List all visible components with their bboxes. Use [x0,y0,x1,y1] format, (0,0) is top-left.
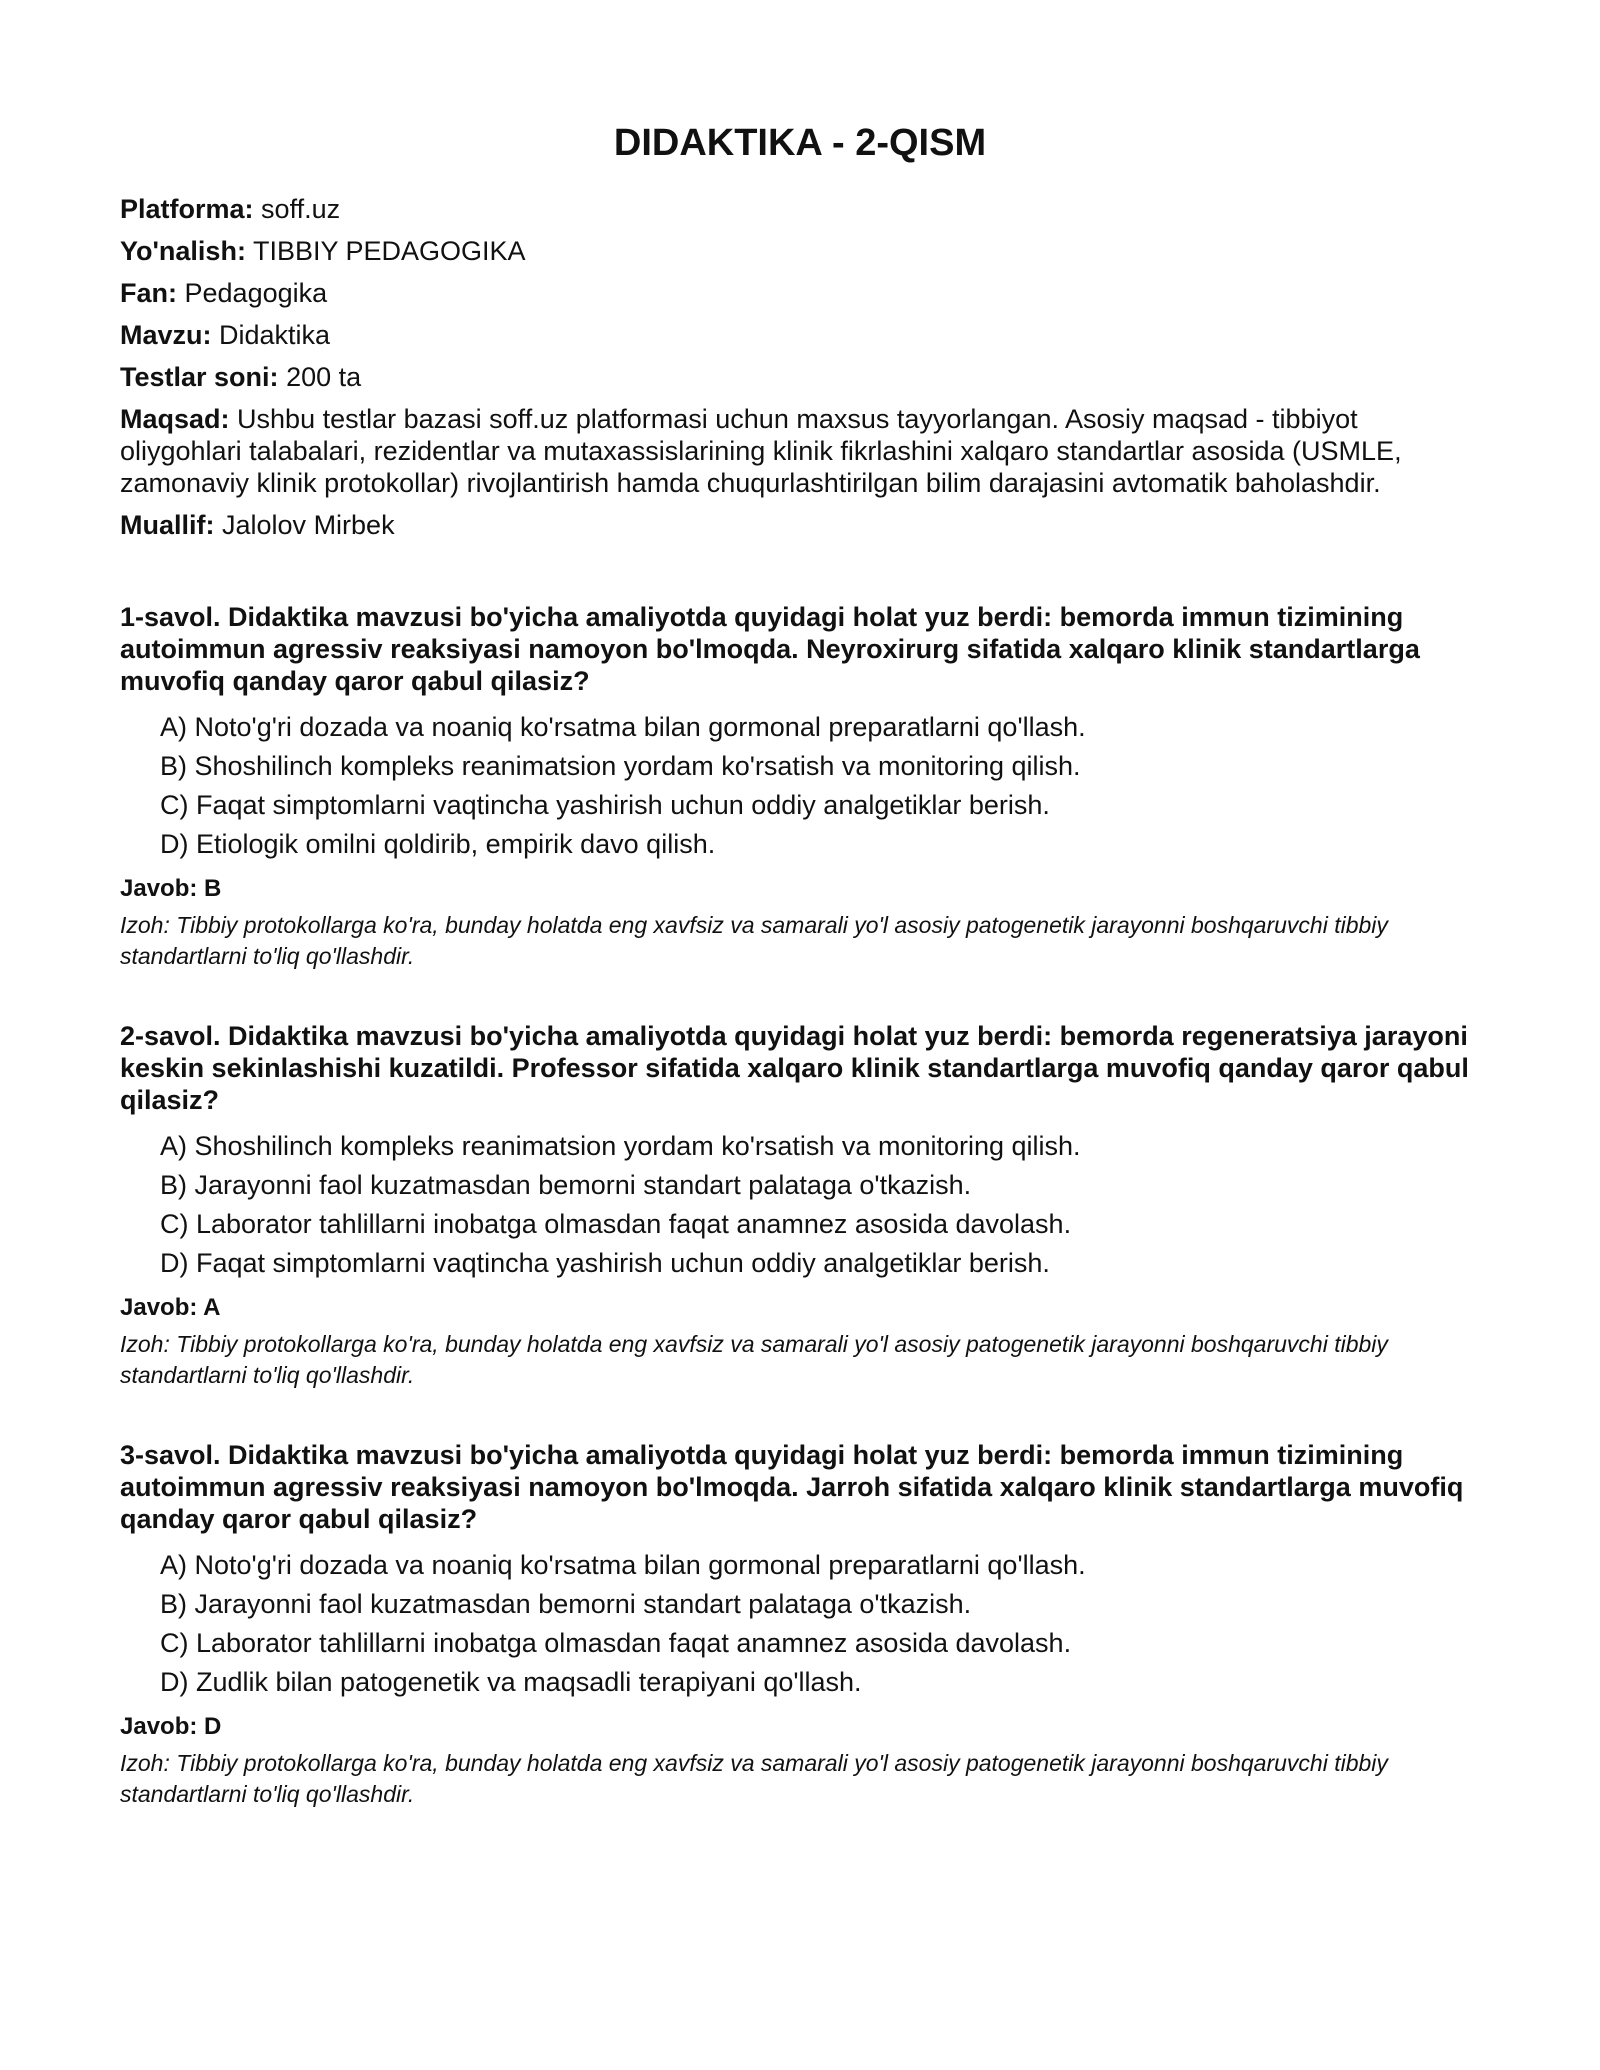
meta-label: Yo'nalish: [120,236,246,266]
correct-answer: Javob: D [120,1713,222,1740]
answer-explanation: Izoh: Tibbiy protokollarga ko'ra, bunday holatda eng xavfsiz va samarali yo'l asosiy patogenetik jarayonni boshqaruvchi tibbiy standartlarni to'liq qo'llashdir. [120,912,1388,969]
answer-option: A) Noto'g'ri dozada va noaniq ko'rsatma bilan gormonal preparatlarni qo'llash. [160,712,1086,742]
meta-value: Didaktika [219,320,331,350]
meta-label: Maqsad: [120,404,230,434]
answer-option: D) Faqat simptomlarni vaqtincha yashirish uchun oddiy analgetiklar berish. [160,1248,1050,1278]
question-text: 2-savol. Didaktika mavzusi bo'yicha amaliyotda quyidagi holat yuz berdi: bemorda regeneratsiya jarayoni keskin sekinlashishi kuzatildi. Professor sifatida xalqaro klinik standartlarga muvofiq qanday qaror qabul qilasiz? [120,1021,1469,1115]
document-page [120,0,1480,1858]
correct-answer: Javob: A [120,1294,221,1321]
meta-author [120,509,1480,541]
question-text: 1-savol. Didaktika mavzusi bo'yicha amaliyotda quyidagi holat yuz berdi: bemorda immun tizimining autoimmun agressiv reaksiyasi namoyon bo'lmoqda. Neyroxirurg sifatida xalqaro klinik standartlarga muvofiq qanday qaror qabul qilasiz? [120,602,1420,696]
meta-value: Ushbu testlar bazasi soff.uz platformasi uchun maxsus tayyorlangan. Asosiy maqsad - tibbiyot oliygohlari talabalari, rezidentlar va mutaxassislarining klinik fikrlashini xalqaro standartlar asosida (USMLE, zamonaviy klinik protokollar) rivojlantirish hamda chuqurlashtirilgan bilim darajasini avtomatik baholashdir. [120,404,1402,498]
meta-label: Testlar soni: [120,362,279,392]
answer-option: C) Laborator tahlillarni inobatga olmasdan faqat anamnez asosida davolash. [160,1209,1072,1239]
answer-explanation: Izoh: Tibbiy protokollarga ko'ra, bunday holatda eng xavfsiz va samarali yo'l asosiy patogenetik jarayonni boshqaruvchi tibbiy standartlarni to'liq qo'llashdir. [120,1331,1388,1388]
answer-explanation: Izoh: Tibbiy protokollarga ko'ra, bunday holatda eng xavfsiz va samarali yo'l asosiy patogenetik jarayonni boshqaruvchi tibbiy standartlarni to'liq qo'llashdir. [120,1750,1388,1807]
questions-list [120,601,1480,1810]
metadata-block [120,193,1480,541]
meta-subject [120,277,1480,309]
answer-option: A) Noto'g'ri dozada va noaniq ko'rsatma bilan gormonal preparatlarni qo'llash. [160,1550,1086,1580]
meta-value: 200 ta [286,362,362,392]
answer-option: B) Jarayonni faol kuzatmasdan bemorni standart palataga o'tkazish. [160,1589,972,1619]
answer-option: B) Jarayonni faol kuzatmasdan bemorni standart palataga o'tkazish. [160,1170,972,1200]
question-text: 3-savol. Didaktika mavzusi bo'yicha amaliyotda quyidagi holat yuz berdi: bemorda immun tizimining autoimmun agressiv reaksiyasi namoyon bo'lmoqda. Jarroh sifatida xalqaro klinik standartlarga muvofiq qanday qaror qabul qilasiz? [120,1440,1464,1534]
meta-test-count [120,361,1480,393]
meta-direction [120,235,1480,267]
meta-goal [120,403,1480,499]
meta-value: TIBBIY PEDAGOGIKA [252,236,526,266]
answer-option: C) Faqat simptomlarni vaqtincha yashirish uchun oddiy analgetiklar berish. [160,790,1050,820]
answer-option: C) Laborator tahlillarni inobatga olmasdan faqat anamnez asosida davolash. [160,1628,1072,1658]
correct-answer: Javob: B [120,875,222,902]
question-item [120,601,1480,972]
meta-label: Platforma: [120,194,254,224]
meta-platform [120,193,1480,225]
meta-value: soff.uz [261,194,341,224]
answer-option: A) Shoshilinch kompleks reanimatsion yordam ko'rsatish va monitoring qilish. [160,1131,1081,1161]
document-title: DIDAKTIKA - 2-QISM [613,122,987,164]
question-item [120,1020,1480,1391]
question-item [120,1439,1480,1810]
meta-value: Pedagogika [184,278,328,308]
answer-option: D) Zudlik bilan patogenetik va maqsadli terapiyani qo'llash. [160,1667,862,1697]
meta-topic [120,319,1480,351]
meta-label: Mavzu: [120,320,212,350]
meta-value: Jalolov Mirbek [222,510,395,540]
meta-label: Muallif: [120,510,215,540]
answer-option: D) Etiologik omilni qoldirib, empirik davo qilish. [160,829,716,859]
meta-label: Fan: [120,278,177,308]
answer-option: B) Shoshilinch kompleks reanimatsion yordam ko'rsatish va monitoring qilish. [160,751,1081,781]
